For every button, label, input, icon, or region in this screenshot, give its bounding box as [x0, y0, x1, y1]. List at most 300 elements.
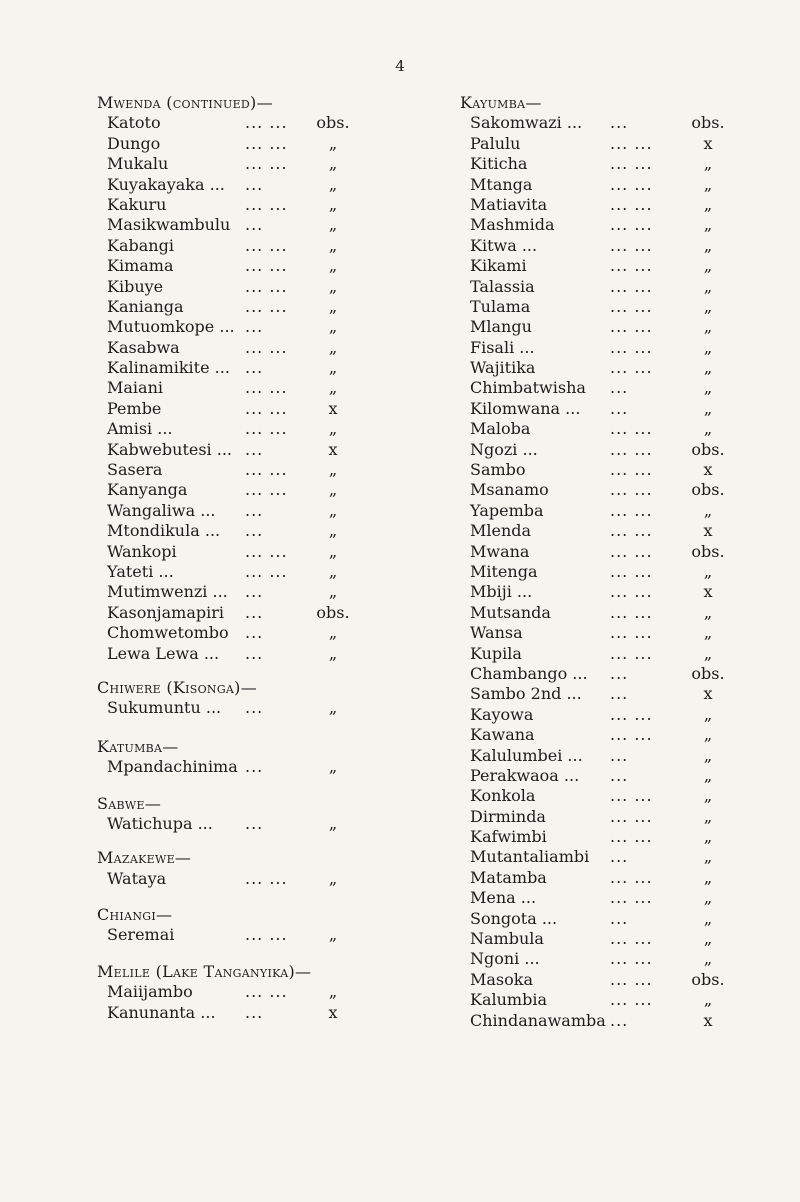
entry-mark: x [328, 439, 338, 459]
entry-leader: ... ... [610, 460, 653, 480]
list-item [460, 338, 760, 358]
list-item [97, 113, 397, 133]
entry-leader: ... ... [610, 969, 653, 989]
list-item [97, 277, 397, 297]
entry-name: Kafwimbi [470, 827, 547, 847]
list-item [97, 562, 397, 582]
entry-mark: „ [328, 521, 338, 541]
entry-leader: ... ... [610, 704, 653, 724]
entry-name: Fisali ... [470, 337, 535, 357]
entry-leader: ... ... [610, 419, 653, 439]
list-item [97, 623, 397, 643]
list-item [97, 603, 397, 623]
entry-mark: „ [328, 194, 338, 214]
list-item [460, 399, 760, 419]
entry-leader: ... ... [610, 623, 653, 643]
entry-name: Mbiji ... [470, 582, 533, 602]
list-item [97, 399, 397, 419]
entry-mark: „ [703, 867, 713, 887]
entry-mark: „ [328, 419, 338, 439]
list-item [97, 236, 397, 256]
entry-name: Kimama [107, 256, 174, 276]
entry-mark: obs. [691, 541, 725, 561]
list-item [460, 1011, 760, 1031]
entry-leader: ... ... [610, 256, 653, 276]
entry-name: Kalinamikite ... [107, 358, 230, 378]
entry-name: Kayowa [470, 704, 534, 724]
entry-name: Wankopi [107, 541, 177, 561]
entry-mark: „ [703, 398, 713, 418]
entry-name: Kupila [470, 643, 522, 663]
entry-leader: ... [245, 757, 264, 777]
entry-mark: „ [703, 317, 713, 337]
entry-mark: „ [703, 847, 713, 867]
entry-leader: ... ... [245, 194, 288, 214]
entry-mark: „ [328, 868, 338, 888]
entry-mark: „ [703, 786, 713, 806]
entry-mark: „ [703, 623, 713, 643]
entry-leader: ... ... [245, 296, 288, 316]
entry-name: Kanunanta ... [107, 1002, 216, 1022]
list-item [460, 827, 760, 847]
list-item [460, 419, 760, 439]
list-item [97, 419, 397, 439]
entry-mark: „ [328, 582, 338, 602]
entry-name: Kikami [470, 256, 527, 276]
entry-name: Kanyanga [107, 480, 188, 500]
entry-leader: ... ... [610, 215, 653, 235]
entry-mark: „ [328, 215, 338, 235]
entry-leader: ... ... [610, 296, 653, 316]
entry-name: Talassia [470, 276, 535, 296]
entry-leader: ... [245, 521, 264, 541]
entry-name: Kakuru [107, 194, 167, 214]
entry-mark: obs. [691, 113, 725, 133]
list-item [460, 236, 760, 256]
entry-name: Kuyakayaka ... [107, 174, 225, 194]
list-item [460, 990, 760, 1010]
right-column [460, 93, 760, 1031]
section-gap [97, 834, 397, 848]
entry-name: Masikwambulu [107, 215, 231, 235]
section-heading: Melile (Lake Tanganyika)— [97, 961, 312, 981]
entry-name: Songota ... [470, 908, 558, 928]
entry-leader: ... ... [610, 725, 653, 745]
list-item [460, 746, 760, 766]
entry-name: Mutimwenzi ... [107, 582, 228, 602]
list-item [460, 603, 760, 623]
entry-leader: ... ... [610, 480, 653, 500]
list-item [460, 134, 760, 154]
entry-name: Amisi ... [107, 419, 173, 439]
list-item [460, 705, 760, 725]
section-heading: Chiwere (Kisonga)— [97, 677, 258, 697]
entry-leader: ... ... [610, 827, 653, 847]
list-item [460, 277, 760, 297]
entry-name: Dungo [107, 133, 161, 153]
list-item [460, 786, 760, 806]
list-item [460, 766, 760, 786]
list-item [97, 925, 397, 945]
entry-leader: ... [245, 215, 264, 235]
entry-name: Sukumuntu ... [107, 698, 222, 718]
entry-name: Mukalu [107, 154, 169, 174]
entry-name: Chomwetombo [107, 623, 229, 643]
entry-mark: x [703, 1010, 713, 1030]
entry-mark: „ [328, 358, 338, 378]
entry-leader: ... ... [610, 541, 653, 561]
list-item [460, 664, 760, 684]
entry-mark: „ [328, 378, 338, 398]
list-item [460, 725, 760, 745]
entry-leader: ... [245, 174, 264, 194]
list-item [460, 113, 760, 133]
entry-name: Wajitika [470, 358, 536, 378]
entry-name: Wataya [107, 868, 167, 888]
entry-name: Yateti ... [107, 561, 174, 581]
entry-name: Mutantaliambi [470, 847, 590, 867]
section-heading: Sabwe— [97, 793, 162, 813]
entry-name: Konkola [470, 786, 536, 806]
entry-name: Wangaliwa ... [107, 500, 216, 520]
list-item [97, 869, 397, 889]
list-item [97, 542, 397, 562]
entry-leader: ... [245, 317, 264, 337]
entry-mark: „ [703, 561, 713, 581]
list-item [460, 317, 760, 337]
list-item [460, 807, 760, 827]
entry-mark: „ [703, 378, 713, 398]
entry-name: Chimbatwisha [470, 378, 586, 398]
entry-mark: „ [703, 296, 713, 316]
list-item [97, 256, 397, 276]
list-item [97, 1003, 397, 1023]
list-item [460, 582, 760, 602]
entry-name: Kiticha [470, 154, 528, 174]
entry-mark: obs. [316, 113, 350, 133]
entry-name: Yapemba [470, 500, 544, 520]
entry-mark: x [703, 684, 713, 704]
entry-leader: ... ... [610, 500, 653, 520]
entry-leader: ... [610, 908, 629, 928]
list-item [460, 929, 760, 949]
entry-name: Kasabwa [107, 337, 180, 357]
entry-leader: ... [610, 113, 629, 133]
entry-mark: „ [703, 765, 713, 785]
entry-name: Ngoni ... [470, 949, 540, 969]
entry-leader: ... ... [610, 276, 653, 296]
list-item [460, 542, 760, 562]
entry-mark: „ [703, 602, 713, 622]
entry-name: Sakomwazi ... [470, 113, 583, 133]
entry-mark: „ [328, 757, 338, 777]
section-gap [97, 719, 397, 737]
entry-leader: ... [610, 765, 629, 785]
entry-mark: „ [703, 500, 713, 520]
entry-mark: „ [703, 215, 713, 235]
entry-mark: „ [328, 460, 338, 480]
entry-mark: x [703, 460, 713, 480]
list-item [460, 501, 760, 521]
entry-mark: „ [703, 337, 713, 357]
entry-mark: x [328, 398, 338, 418]
list-item [460, 297, 760, 317]
entry-leader: ... [245, 1002, 264, 1022]
entry-leader: ... ... [245, 378, 288, 398]
list-item [97, 521, 397, 541]
list-item [97, 757, 397, 777]
entry-mark: obs. [691, 969, 725, 989]
entry-leader: ... [245, 813, 264, 833]
section-gap [97, 664, 397, 678]
entry-mark: „ [328, 276, 338, 296]
entry-name: Dirminda [470, 806, 546, 826]
entry-name: Masoka [470, 969, 533, 989]
entry-leader: ... ... [245, 541, 288, 561]
entry-leader: ... [610, 745, 629, 765]
entry-leader: ... [610, 378, 629, 398]
entry-name: Ngozi ... [470, 439, 538, 459]
entry-name: Katoto [107, 113, 161, 133]
entry-leader: ... ... [245, 113, 288, 133]
entry-leader: ... ... [610, 990, 653, 1010]
list-item [97, 501, 397, 521]
entry-leader: ... [245, 582, 264, 602]
entry-mark: „ [328, 154, 338, 174]
entry-mark: „ [328, 256, 338, 276]
entry-name: Kabangi [107, 235, 174, 255]
list-item [97, 195, 397, 215]
entry-mark: „ [703, 990, 713, 1010]
entry-name: Mwana [470, 541, 530, 561]
entry-mark: „ [703, 419, 713, 439]
list-item [460, 909, 760, 929]
entry-leader: ... ... [245, 133, 288, 153]
entry-name: Kalulumbei ... [470, 745, 583, 765]
entry-leader: ... ... [245, 561, 288, 581]
entry-mark: „ [328, 925, 338, 945]
entry-name: Mtanga [470, 174, 533, 194]
entry-name: Maloba [470, 419, 531, 439]
entry-name: Mutsanda [470, 602, 551, 622]
list-item [97, 982, 397, 1002]
section-heading: Mazakewe— [97, 848, 192, 868]
entry-name: Palulu [470, 133, 521, 153]
entry-name: Wansa [470, 623, 523, 643]
entry-name: Mpandachinima [107, 757, 238, 777]
list-item [460, 949, 760, 969]
list-item [97, 154, 397, 174]
list-item [460, 888, 760, 908]
entry-leader: ... ... [610, 194, 653, 214]
entry-leader: ... ... [610, 439, 653, 459]
entry-name: Kitwa ... [470, 235, 538, 255]
list-item [97, 175, 397, 195]
entry-leader: ... [245, 439, 264, 459]
entry-name: Msanamo [470, 480, 549, 500]
entry-leader: ... ... [610, 888, 653, 908]
entry-name: Pembe [107, 398, 162, 418]
entry-mark: „ [703, 745, 713, 765]
entry-mark: „ [328, 813, 338, 833]
entry-leader: ... [245, 643, 264, 663]
entry-name: Matamba [470, 867, 547, 887]
entry-mark: „ [703, 235, 713, 255]
entry-mark: „ [703, 643, 713, 663]
entry-name: Maiijambo [107, 982, 193, 1002]
list-item [460, 256, 760, 276]
entry-mark: „ [328, 982, 338, 1002]
entry-leader: ... ... [610, 929, 653, 949]
list-item [460, 623, 760, 643]
entry-mark: „ [328, 541, 338, 561]
entry-name: Mlenda [470, 521, 532, 541]
entry-mark: „ [703, 194, 713, 214]
entry-leader: ... [245, 602, 264, 622]
entry-mark: „ [328, 317, 338, 337]
entry-leader: ... [245, 358, 264, 378]
list-item [97, 297, 397, 317]
entry-leader: ... ... [245, 460, 288, 480]
entry-leader: ... ... [245, 256, 288, 276]
entry-name: Mtondikula ... [107, 521, 221, 541]
entry-mark: „ [703, 725, 713, 745]
list-item [460, 521, 760, 541]
entry-name: Seremai [107, 925, 175, 945]
list-item [97, 134, 397, 154]
entry-mark: „ [328, 133, 338, 153]
entry-name: Chindanawamba [470, 1010, 606, 1030]
entry-leader: ... ... [610, 154, 653, 174]
list-item [460, 970, 760, 990]
entry-name: Matiavita [470, 194, 548, 214]
entry-mark: „ [328, 296, 338, 316]
entry-leader: ... ... [610, 133, 653, 153]
entry-mark: „ [703, 276, 713, 296]
entry-leader: ... ... [245, 337, 288, 357]
list-item [460, 378, 760, 398]
entry-mark: x [703, 133, 713, 153]
entry-name: Kasonjamapiri [107, 602, 224, 622]
entry-leader: ... ... [610, 602, 653, 622]
entry-name: Sasera [107, 460, 163, 480]
entry-leader: ... ... [610, 643, 653, 663]
entry-mark: „ [328, 561, 338, 581]
entry-name: Sambo 2nd ... [470, 684, 582, 704]
entry-leader: ... [245, 698, 264, 718]
entry-leader: ... [245, 500, 264, 520]
entry-name: Mutuomkope ... [107, 317, 235, 337]
list-item [460, 440, 760, 460]
list-item [460, 215, 760, 235]
entry-name: Kanianga [107, 296, 184, 316]
list-item [460, 847, 760, 867]
entry-name: Chambango ... [470, 663, 588, 683]
list-item [97, 480, 397, 500]
entry-mark: „ [703, 154, 713, 174]
entry-mark: „ [703, 888, 713, 908]
list-item [97, 338, 397, 358]
entry-leader: ... ... [245, 398, 288, 418]
list-item [460, 644, 760, 664]
list-item [460, 195, 760, 215]
entry-leader: ... ... [610, 806, 653, 826]
entry-name: Kibuye [107, 276, 164, 296]
entry-leader: ... ... [610, 949, 653, 969]
list-item [460, 460, 760, 480]
entry-leader: ... [610, 1010, 629, 1030]
entry-mark: „ [328, 623, 338, 643]
entry-mark: „ [703, 929, 713, 949]
entry-name: Tulama [470, 296, 531, 316]
entry-mark: „ [328, 174, 338, 194]
section-heading: Chiangi— [97, 905, 173, 925]
entry-mark: „ [328, 337, 338, 357]
entry-mark: „ [703, 806, 713, 826]
entry-leader: ... ... [245, 276, 288, 296]
entry-leader: ... ... [610, 337, 653, 357]
entry-mark: x [703, 521, 713, 541]
entry-name: Mitenga [470, 561, 538, 581]
entry-leader: ... ... [245, 235, 288, 255]
entry-name: Maiani [107, 378, 163, 398]
list-item [97, 358, 397, 378]
entry-mark: „ [703, 908, 713, 928]
entry-mark: „ [328, 480, 338, 500]
entry-mark: „ [328, 500, 338, 520]
entry-mark: obs. [691, 663, 725, 683]
entry-leader: ... ... [245, 925, 288, 945]
section-heading: Kayumba— [460, 93, 542, 112]
section-gap [97, 889, 397, 905]
entry-leader: ... ... [610, 235, 653, 255]
list-item [460, 154, 760, 174]
entry-name: Nambula [470, 929, 544, 949]
entry-mark: obs. [691, 480, 725, 500]
list-item [97, 814, 397, 834]
list-item [97, 440, 397, 460]
list-item [97, 698, 397, 718]
left-column [97, 93, 397, 1023]
entry-mark: „ [328, 643, 338, 663]
entry-mark: „ [328, 235, 338, 255]
section-heading: Mwenda (continued)— [97, 93, 273, 112]
section-heading: Katumba— [97, 736, 179, 756]
section-gap [97, 946, 397, 962]
entry-leader: ... ... [610, 786, 653, 806]
entry-name: Mlangu [470, 317, 532, 337]
entry-leader: ... ... [245, 480, 288, 500]
page-number: 4 [395, 57, 405, 75]
list-item [460, 562, 760, 582]
entry-mark: „ [703, 256, 713, 276]
list-item [460, 175, 760, 195]
list-item [97, 215, 397, 235]
entry-leader: ... ... [610, 521, 653, 541]
entry-mark: „ [703, 827, 713, 847]
list-item [97, 644, 397, 664]
entry-leader: ... ... [610, 867, 653, 887]
entry-name: Kabwebutesi ... [107, 439, 233, 459]
entry-leader: ... ... [610, 561, 653, 581]
entry-name: Mena ... [470, 888, 537, 908]
entry-name: Kalumbia [470, 990, 547, 1010]
entry-leader: ... ... [610, 174, 653, 194]
list-item [460, 480, 760, 500]
entry-mark: x [703, 582, 713, 602]
entry-mark: „ [703, 704, 713, 724]
entry-leader: ... ... [245, 419, 288, 439]
